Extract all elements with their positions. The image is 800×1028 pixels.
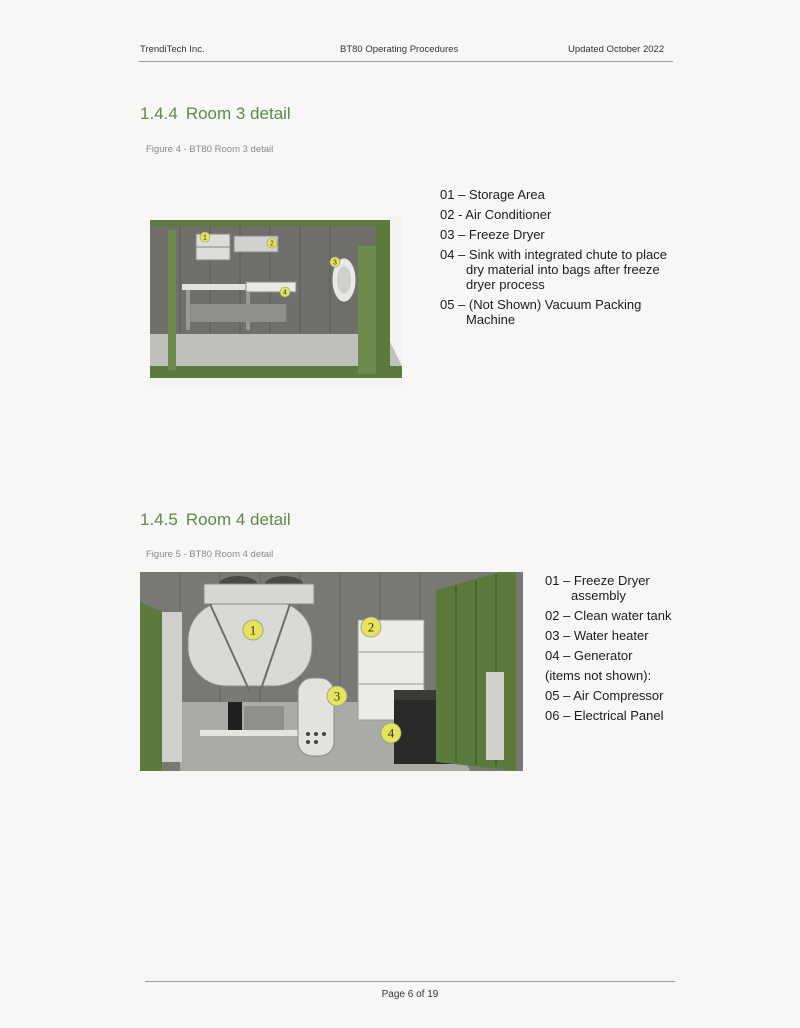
room4-item-03: 03 – Water heater [545,628,649,643]
header-doc-title: BT80 Operating Procedures [340,44,459,55]
footer-divider [145,981,675,982]
header-divider [139,61,673,62]
room4-item-05: 05 – Air Compressor [545,688,664,703]
room3-illustration [150,216,402,388]
room3-item-01: 01 – Storage Area [440,187,545,202]
room4-item-02: 02 – Clean water tank [545,608,672,623]
room4-marker-4: 4 [387,725,395,741]
header-updated: Updated October 2022 [568,44,665,55]
room4-not-shown-label: (items not shown): [545,668,652,683]
room4-figure [140,572,523,771]
room3-item-03: 03 – Freeze Dryer [440,227,545,242]
room3-marker-2: 2 [270,240,274,248]
room4-marker-1: 1 [249,622,257,638]
section-title: Room 4 detail [185,510,291,529]
figure-caption-room3: Figure 4 - BT80 Room 3 detail [146,144,274,155]
room3-marker-4: 4 [283,289,287,297]
section-number: 1.4.5 [140,510,178,529]
section-title: Room 3 detail [185,104,291,123]
room3-marker-1: 1 [203,234,207,242]
room4-item-01: 01 – Freeze Dryer assembly [545,573,650,603]
room4-marker-3: 3 [333,688,341,704]
header-company: TrendiTech Inc. [140,44,205,55]
room4-legend [545,573,675,728]
room3-marker-3: 3 [333,259,337,267]
room3-item-02: 02 - Air Conditioner [440,207,552,222]
section-heading-room3 [140,104,291,124]
room3-item-04: 04 – Sink with integrated chute to place dry material into bags after freeze dryer process [440,247,667,292]
room4-item-04: 04 – Generator [545,648,633,663]
room4-marker-2: 2 [367,619,375,635]
figure-caption-room4: Figure 5 - BT80 Room 4 detail [146,549,274,560]
room3-figure [150,216,402,388]
section-number: 1.4.4 [140,104,178,123]
section-heading-room4 [140,510,291,530]
room4-item-06: 06 – Electrical Panel [545,708,664,723]
room4-illustration [140,572,523,771]
footer [0,989,800,1000]
page-number: Page 6 of 19 [381,989,439,1000]
room3-legend [440,187,680,332]
room3-item-05: 05 – (Not Shown) Vacuum Packing Machine [440,297,642,327]
